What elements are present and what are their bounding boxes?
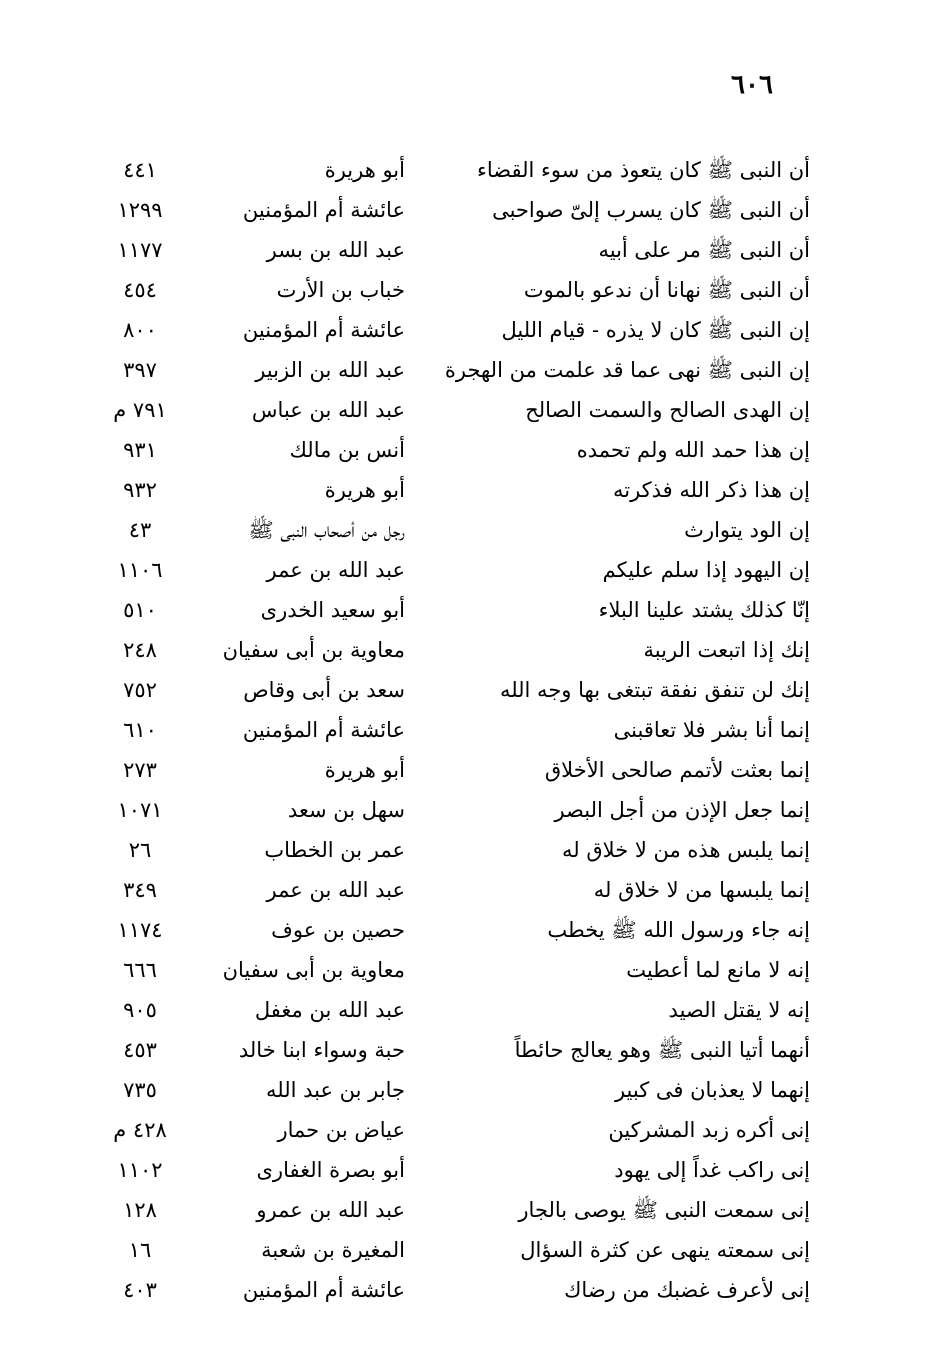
narrator-name: رجل من أصحاب النبى ﷺ bbox=[248, 518, 405, 542]
narrator-name: جابر بن عبد الله bbox=[265, 1078, 405, 1102]
narrator-name: معاوية بن أبى سفيان bbox=[222, 638, 405, 662]
narrator-name: عبد الله بن عمر bbox=[266, 878, 405, 902]
hadith-number: ٢٦ bbox=[128, 838, 152, 862]
narrator-name: حبة وسواء ابنا خالد bbox=[238, 1038, 405, 1062]
hadith-text: إنهما لا يعذبان فى كبير bbox=[614, 1078, 810, 1102]
narrator-name: عبد الله بن مغفل bbox=[254, 998, 405, 1022]
narrator-name: أبو هريرة bbox=[324, 158, 405, 182]
narrator-name: عبد الله بن الزبير bbox=[255, 358, 405, 382]
hadith-number: ٤٥٤ bbox=[123, 278, 157, 302]
list-item bbox=[95, 950, 815, 990]
hadith-text: أن النبى ﷺ نهانا أن ندعو بالموت bbox=[523, 278, 810, 302]
hadith-number: ٩٣١ bbox=[123, 438, 157, 462]
hadith-number: ١١٧٤ bbox=[117, 918, 163, 942]
narrator-name: خباب بن الأرت bbox=[276, 278, 405, 302]
narrator-name: معاوية بن أبى سفيان bbox=[222, 958, 405, 982]
hadith-text: إنه لا مانع لما أعطيت bbox=[626, 958, 810, 982]
hadith-number: ٥١٠ bbox=[123, 598, 157, 622]
narrator-name: عائشة أم المؤمنين bbox=[242, 718, 405, 742]
hadith-number: ٣٩٧ bbox=[123, 358, 157, 382]
hadith-text: إنى راكب غداً إلى يهود bbox=[614, 1158, 810, 1182]
hadith-number: ٤٤١ bbox=[123, 158, 157, 182]
hadith-text: إنما يلبس هذه من لا خلاق له bbox=[562, 838, 810, 862]
narrator-name: أبو هريرة bbox=[324, 758, 405, 782]
hadith-text: إن النبى ﷺ كان لا يذره - قيام الليل bbox=[501, 318, 810, 342]
hadith-text: إنك لن تنفق نفقة تبتغى بها وجه الله bbox=[499, 678, 810, 702]
narrator-name: سهل بن سعد bbox=[287, 798, 405, 822]
hadith-number: ١١٠٢ bbox=[117, 1158, 163, 1182]
hadith-text: إن هذا حمد الله ولم تحمده bbox=[576, 438, 810, 462]
narrator-name: عياض بن حمار bbox=[277, 1118, 405, 1142]
narrator-name: أبو هريرة bbox=[324, 478, 405, 502]
list-item bbox=[95, 550, 815, 590]
list-item bbox=[95, 150, 815, 190]
list-item bbox=[95, 470, 815, 510]
narrator-name: أبو بصرة الغفارى bbox=[256, 1158, 405, 1182]
list-item bbox=[95, 1070, 815, 1110]
list-item bbox=[95, 350, 815, 390]
hadith-text: أن النبى ﷺ مر على أبيه bbox=[598, 238, 810, 262]
narrator-name: عبد الله بن عمرو bbox=[256, 1198, 405, 1222]
hadith-number: ١٢٩٩ bbox=[117, 198, 163, 222]
hadith-text: إنى لأعرف غضبك من رضاك bbox=[564, 1278, 810, 1302]
list-item bbox=[95, 750, 815, 790]
hadith-number: ٤٢٨ م bbox=[113, 1118, 167, 1142]
hadith-text: أن النبى ﷺ كان يسرب إلىّ صواحبى bbox=[492, 198, 810, 222]
list-item bbox=[95, 310, 815, 350]
hadith-number: ١١٠٦ bbox=[117, 558, 163, 582]
narrator-name: أنس بن مالك bbox=[289, 438, 405, 462]
list-item bbox=[95, 910, 815, 950]
narrator-name: سعد بن أبى وقاص bbox=[243, 678, 405, 702]
hadith-text: إنه جاء ورسول الله ﷺ يخطب bbox=[547, 918, 810, 942]
narrator-name: أبو سعيد الخدرى bbox=[260, 598, 405, 622]
list-item bbox=[95, 590, 815, 630]
hadith-number: ٤٥٣ bbox=[123, 1038, 157, 1062]
hadith-number: ٢٤٨ bbox=[123, 638, 157, 662]
hadith-number: ٨٠٠ bbox=[123, 318, 157, 342]
list-item bbox=[95, 830, 815, 870]
hadith-number: ١٢٨ bbox=[123, 1198, 157, 1222]
list-item bbox=[95, 990, 815, 1030]
hadith-number: ٣٤٩ bbox=[123, 878, 157, 902]
hadith-number: ٩٠٥ bbox=[123, 998, 157, 1022]
hadith-text: إنّا كذلك يشتد علينا البلاء bbox=[598, 598, 810, 622]
hadith-text: إنما أنا بشر فلا تعاقبنى bbox=[613, 718, 810, 742]
list-item bbox=[95, 430, 815, 470]
hadith-text: إن اليهود إذا سلم عليكم bbox=[602, 558, 810, 582]
list-item bbox=[95, 390, 815, 430]
list-item bbox=[95, 630, 815, 670]
hadith-text: إنى أكره زبد المشركين bbox=[608, 1118, 810, 1142]
list-item bbox=[95, 870, 815, 910]
hadith-text: إنه لا يقتل الصيد bbox=[668, 998, 810, 1022]
hadith-number: ٦٦٦ bbox=[123, 958, 157, 982]
list-item bbox=[95, 270, 815, 310]
list-item bbox=[95, 1270, 815, 1310]
hadith-text: أن النبى ﷺ كان يتعوذ من سوء القضاء bbox=[477, 158, 810, 182]
narrator-name: عائشة أم المؤمنين bbox=[242, 198, 405, 222]
hadith-text: إنك إذا اتبعت الريبة bbox=[643, 638, 810, 662]
narrator-name: عبد الله بن عباس bbox=[251, 398, 405, 422]
hadith-text: إن الهدى الصالح والسمت الصالح bbox=[525, 398, 810, 422]
page-number: ٦٠٦ bbox=[731, 70, 773, 100]
hadith-number: ٤٠٣ bbox=[123, 1278, 157, 1302]
hadith-text: إنى سمعته ينهى عن كثرة السؤال bbox=[520, 1238, 810, 1262]
list-item bbox=[95, 670, 815, 710]
narrator-name: عبد الله بن عمر bbox=[266, 558, 405, 582]
list-item bbox=[95, 510, 815, 550]
list-item bbox=[95, 1190, 815, 1230]
hadith-text: إنى سمعت النبى ﷺ يوصى بالجار bbox=[518, 1198, 810, 1222]
list-item bbox=[95, 1230, 815, 1270]
hadith-number: ٤٣ bbox=[128, 518, 152, 542]
hadith-text: إنما بعثت لأتمم صالحى الأخلاق bbox=[544, 758, 810, 782]
hadith-number: ٦١٠ bbox=[123, 718, 157, 742]
list-item bbox=[95, 1150, 815, 1190]
list-item bbox=[95, 1110, 815, 1150]
narrator-name: عائشة أم المؤمنين bbox=[242, 318, 405, 342]
hadith-number: ٧٣٥ bbox=[123, 1078, 157, 1102]
list-item bbox=[95, 1030, 815, 1070]
hadith-index-list bbox=[95, 150, 815, 1310]
hadith-number: ١٠٧١ bbox=[117, 798, 163, 822]
list-item bbox=[95, 190, 815, 230]
hadith-number: ٩٣٢ bbox=[123, 478, 157, 502]
narrator-name: عبد الله بن بسر bbox=[266, 238, 405, 262]
hadith-number: ١١٧٧ bbox=[117, 238, 163, 262]
narrator-name: عمر بن الخطاب bbox=[264, 838, 405, 862]
hadith-number: ٧٩١ م bbox=[113, 398, 167, 422]
hadith-text: إنما يلبسها من لا خلاق له bbox=[593, 878, 810, 902]
hadith-text: إن هذا ذكر الله فذكرته bbox=[612, 478, 810, 502]
list-item bbox=[95, 790, 815, 830]
hadith-number: ٢٧٣ bbox=[123, 758, 157, 782]
hadith-number: ١٦ bbox=[128, 1238, 152, 1262]
narrator-name: حصين بن عوف bbox=[271, 918, 405, 942]
hadith-number: ٧٥٢ bbox=[123, 678, 157, 702]
narrator-name: المغيرة بن شعبة bbox=[261, 1238, 405, 1262]
hadith-text: أنهما أتيا النبى ﷺ وهو يعالج حائطاً bbox=[514, 1038, 810, 1062]
hadith-text: إن النبى ﷺ نهى عما قد علمت من الهجرة bbox=[444, 358, 810, 382]
hadith-text: إنما جعل الإذن من أجل البصر bbox=[554, 798, 810, 822]
hadith-text: إن الود يتوارث bbox=[684, 518, 810, 542]
narrator-name: عائشة أم المؤمنين bbox=[242, 1278, 405, 1302]
list-item bbox=[95, 710, 815, 750]
list-item bbox=[95, 230, 815, 270]
